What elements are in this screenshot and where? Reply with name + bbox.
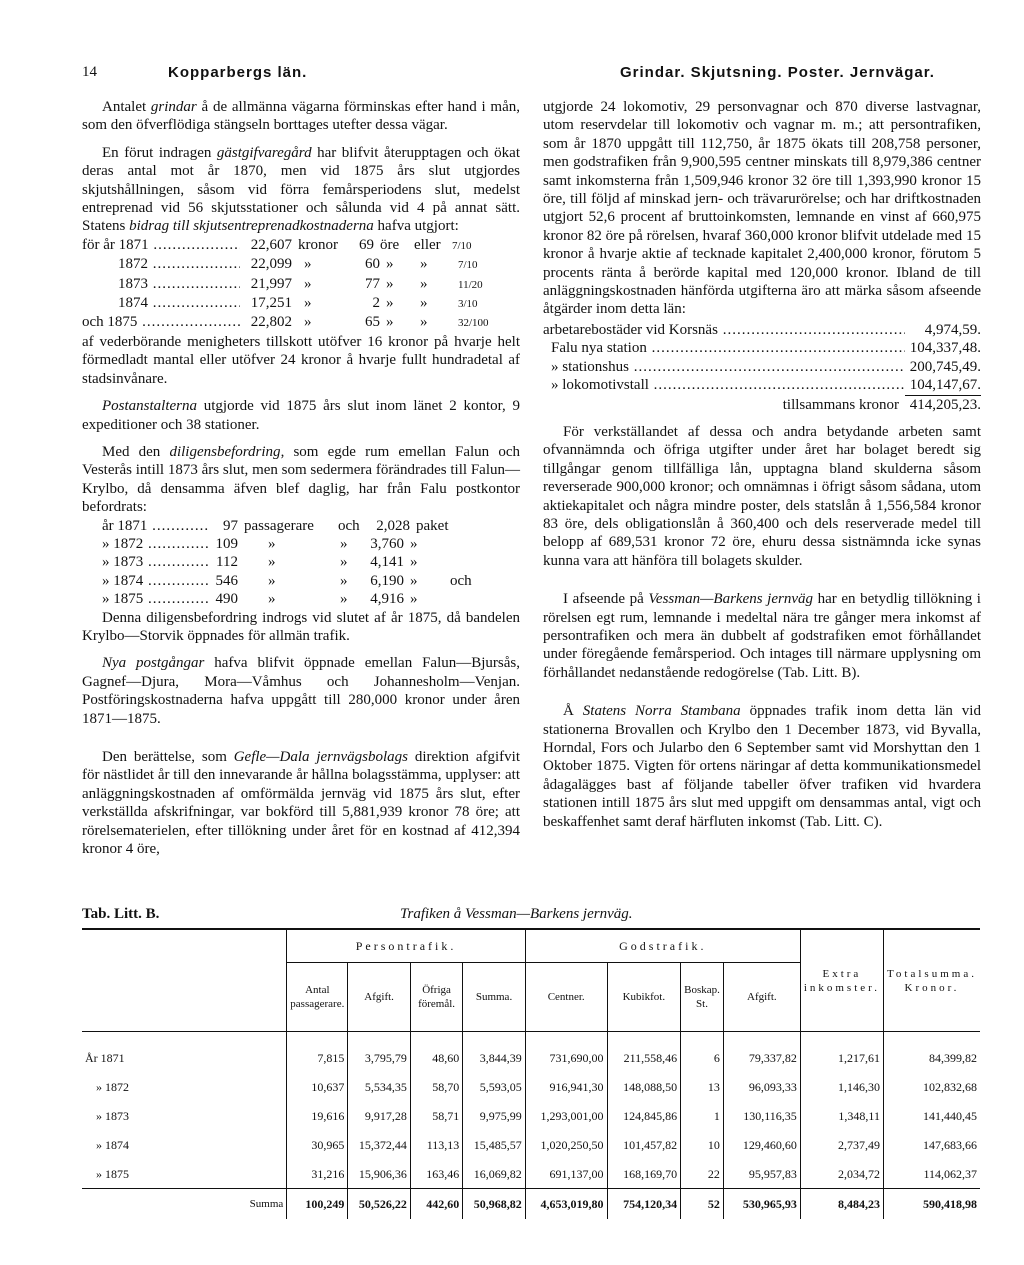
diligens-row: » 1875 ..... 490 » » 4,916 »	[82, 590, 520, 608]
diligens-row: » 1872 ..... 109 » » 3,760 »	[82, 535, 520, 553]
paragraph-diligens: Med den diligensbefordring, som egde rum emellan Falun och Vesterås intill 1873 års slut, men som sedermera förändrades till Falun—Krylbo, då densamma äfven blef daglig, har från Falu postkontor befordrats:	[82, 443, 520, 516]
total-header: Totalsumma. Kronor.	[883, 929, 980, 1032]
year-header	[82, 929, 287, 1032]
right-running-title: Grindar. Skjutsning. Poster. Jernvägar.	[620, 64, 935, 81]
sum-cell: 590,418,98	[883, 1189, 980, 1220]
table-cell: 95,957,83	[723, 1159, 800, 1189]
column-header: Antal passagerare.	[287, 963, 348, 1032]
table-row	[82, 1072, 980, 1101]
table-cell: 96,093,33	[723, 1072, 800, 1101]
paragraph-postanstalter: Postanstalterna utgjorde vid 1875 års slut inom länet 2 kontor, 9 expeditioner och 38 stationer.	[82, 398, 520, 433]
expense-row: arbetarebostäder vid Korsnäs ..... 4,974,59.	[543, 321, 981, 339]
table-cell: 19,616	[287, 1101, 348, 1130]
sum-label: Summa	[82, 1189, 287, 1220]
table-cell: 101,457,82	[607, 1130, 681, 1159]
year-cell: År 1871	[82, 1032, 287, 1073]
year-cell: » 1875	[96, 1166, 129, 1181]
diligens-row: » 1873 ..... 112 » » 4,141 »	[82, 553, 520, 571]
column-header: Afgift.	[348, 963, 411, 1032]
table-cell: 148,088,50	[607, 1072, 681, 1101]
expense-row: » stationshus ..... 200,745,49.	[543, 358, 981, 376]
paragraph-vederborande: af vederbörande menigheters tillskott utöfver 16 kronor på hvarje helt förmedladt mantal eller utöfver 24 kronor å hvarje fullt hundradetal af stadsinvånare.	[82, 333, 520, 387]
table-cell: 9,917,28	[348, 1101, 411, 1130]
sum-cell: 8,484,23	[800, 1189, 883, 1220]
expense-total-row: tillsammans kronor 414,205,23.	[782, 396, 981, 413]
table-cell: 5,534,35	[348, 1072, 411, 1101]
traffic-table	[82, 928, 980, 1219]
year-cell: » 1874	[96, 1137, 129, 1152]
bidrag-list	[82, 236, 520, 333]
table-cell: 916,941,30	[525, 1072, 607, 1101]
table-sum-row	[82, 1189, 980, 1220]
table-cell: 3,795,79	[348, 1032, 411, 1073]
table-row	[82, 1101, 980, 1130]
paragraph-norra-stambana: Å Statens Norra Stambana öppnades trafik inom detta län vid stationerna Brovallen och Krylbo den 1 December 1873, vid Byvalla, Horndal, Fors och Jularbo den 6 September samt vid Morshyttan den 1 Oktober 1875. Vigten för ortens näringar af detta kommunikationsmedel ådagalägges bast af följande tabeller öfver trafiken vid hvardera stationen intill 1875 års slut med uppgift om densammas antal, vigt och beskaffenhet samt deraf härfluten inkomst (Tab. Litt. C).	[543, 703, 981, 830]
table-cell: 16,069,82	[463, 1159, 526, 1189]
table-cell: 2,737,49	[800, 1130, 883, 1159]
table-cell: 113,13	[410, 1130, 462, 1159]
table-cell: 15,485,57	[463, 1130, 526, 1159]
table-cell: 124,845,86	[607, 1101, 681, 1130]
table-cell: 1,348,11	[800, 1101, 883, 1130]
sum-cell: 50,526,22	[348, 1189, 411, 1220]
table-cell: 102,832,68	[883, 1072, 980, 1101]
bidrag-row: för år 1871 ..... 22,607 kronor 69 öre eller 7/10	[82, 236, 520, 255]
table-cell: 1	[681, 1101, 724, 1130]
extra-header: Extra inkomster.	[800, 929, 883, 1032]
sum-cell: 50,968,82	[463, 1189, 526, 1220]
table-row	[82, 1130, 980, 1159]
table-label: Tab. Litt. B.	[82, 906, 160, 922]
expense-row: » lokomotivstall ..... 104,147,67.	[543, 376, 981, 395]
table-cell: 1,020,250,50	[525, 1130, 607, 1159]
table-title: Trafiken å Vessman—Barkens jernväg.	[400, 906, 633, 922]
table-row	[82, 1032, 980, 1073]
table-cell: 1,293,001,00	[525, 1101, 607, 1130]
sum-cell: 442,60	[410, 1189, 462, 1220]
table-cell: 168,169,70	[607, 1159, 681, 1189]
left-column	[82, 98, 520, 858]
bidrag-row: 1874 ..... 17,251 » 2 » » 3/10	[82, 294, 520, 313]
table-cell: 211,558,46	[607, 1032, 681, 1073]
table-cell: 10,637	[287, 1072, 348, 1101]
table-cell: 129,460,60	[723, 1130, 800, 1159]
table-cell: 141,440,45	[883, 1101, 980, 1130]
table-cell: 114,062,37	[883, 1159, 980, 1189]
table-cell: 30,965	[287, 1130, 348, 1159]
table-cell: 5,593,05	[463, 1072, 526, 1101]
table-cell: 1,217,61	[800, 1032, 883, 1073]
expense-list	[543, 321, 981, 414]
left-running-title: Kopparbergs län.	[168, 64, 308, 81]
table-cell: 130,116,35	[723, 1101, 800, 1130]
sum-cell: 4,653,019,80	[525, 1189, 607, 1220]
sum-cell: 754,120,34	[607, 1189, 681, 1220]
table-cell: 15,372,44	[348, 1130, 411, 1159]
diligens-list	[82, 517, 520, 609]
column-header: Öfriga föremål.	[410, 963, 462, 1032]
table-cell: 731,690,00	[525, 1032, 607, 1073]
table-cell: 10	[681, 1130, 724, 1159]
year-cell: » 1873	[96, 1108, 129, 1123]
bidrag-row: 1873 ..... 21,997 » 77 » » 11/20	[82, 275, 520, 294]
table-cell: 13	[681, 1072, 724, 1101]
table-cell: 7,815	[287, 1032, 348, 1073]
table-cell: 6	[681, 1032, 724, 1073]
sum-cell: 530,965,93	[723, 1189, 800, 1220]
person-group-header: Persontrafik.	[287, 929, 526, 963]
column-header: Afgift.	[723, 963, 800, 1032]
right-column	[543, 98, 981, 831]
paragraph-grindar: Antalet grindar å de allmänna vägarna förminskas efter hand i mån, som den öfverflödiga stängseln borttages utefter dessa vägar.	[82, 99, 520, 134]
table-cell: 15,906,36	[348, 1159, 411, 1189]
paragraph-rorelsematerial: utgjorde 24 lokomotiv, 29 personvagnar och 870 diverse lastvagnar, utom reservdelar till lokomotiv och vagnar m. m.; att persontrafiken, som år 1870 uppgått till 112,750, år 1875 ökats till 208,758 personer, men godstrafiken från 9,900,595 centner minskats till 8,979,386 centner samt inkomsterna från 1,509,946 kronor 32 öre till 1,393,990 kronor 15 öre, till följd af minskad jern- och trävarurörelse; och har driftkostnaden utgjort 52,6 procent af bruttoinkomsten, lemnande en vinst af 660,975 kronor 82 öre på rörelsen, hvaraf 360,000 kronor blifvit utdelade med 15 kronor å hvarje aktie af tecknade kapitalet 2,400,000 kronor, förutom 5 procents ränta å berörde kapital med 120,000 kronor. Ibland de till anläggningskostnaden hänförda utgifterna äro att märka såsom afseende åtgärder inom detta län:	[543, 99, 981, 318]
diligens-row: » 1874 ..... 546 » » 6,190 » och	[82, 572, 520, 590]
sum-cell: 100,249	[287, 1189, 348, 1220]
paragraph-vessman: I afseende på Vessman—Barkens jernväg har en betydlig tillökning i rörelsen egt rum, lemnande i medeltal nära tre gånger mera inkomst af persontrafiken och mera än dubbelt af godstrafiken emot förhållandet under föregående femårsperiod. Och intages till närmare upplysning om förhållandet nedanstående redogörelse (Tab. Litt. B).	[543, 591, 981, 681]
table-cell: 9,975,99	[463, 1101, 526, 1130]
paragraph-postgangar: Nya postgångar hafva blifvit öppnade emellan Falun—Bjursås, Gagnef—Djura, Mora—Våmhus och Johannesholm—Venjan. Postföringskostnaderna hafva uppgått till 280,000 kronor under åren 1871—1875.	[82, 655, 520, 727]
expense-row: Falu nya station ..... 104,337,48.	[543, 339, 981, 357]
column-header: Boskap. St.	[681, 963, 724, 1032]
paragraph-gefle-dala: Den berättelse, som Gefle—Dala jernvägsbolags direktion afgifvit för nästlidet år till den innevarande år hållna bolagsstämma, upplyser: att anläggningskostnaden af omförmälda jernväg vid 1875 års slut, efter verkställda afskrifningar, var bokförd till 5,881,939 kronor 78 öre; att rörelsematerielen, efter tillökning under året för en kostnad af 412,394 kronor 4 öre,	[82, 749, 520, 858]
year-cell: » 1872	[96, 1079, 129, 1094]
page-number: 14	[82, 64, 97, 80]
table-cell: 48,60	[410, 1032, 462, 1073]
column-header: Kubikfot.	[607, 963, 681, 1032]
table-cell: 79,337,82	[723, 1032, 800, 1073]
sum-cell: 52	[681, 1189, 724, 1220]
table-cell: 147,683,66	[883, 1130, 980, 1159]
paragraph-tillgangar: För verkställandet af dessa och andra betydande arbeten samt ofvannämnda och öfriga utgifter under året har bolaget beredt sig tillgångar genom tillfälliga lån, upptagna bland skulderna såsom reverserade 900,000 kronor; och omnämnas i öfrigt såsom sådana, utom aktiekapitalet och några mindre poster, dels statslån å 1,556,584 kronor 83 öre, dels obligationslån å 360,400 och dels reserverade medel till belopp af 689,531 kronor 72 öre, ehuru dessa sistnämnda icke synas kunna vara att hänföra till bolagets skulder.	[543, 423, 981, 569]
table-cell: 84,399,82	[883, 1032, 980, 1073]
table-cell: 22	[681, 1159, 724, 1189]
table-cell: 163,46	[410, 1159, 462, 1189]
bidrag-row: och 1875 ..... 22,802 » 65 » » 32/100	[82, 313, 520, 332]
table-cell: 58,70	[410, 1072, 462, 1101]
table-cell: 1,146,30	[800, 1072, 883, 1101]
gods-group-header: Godstrafik.	[525, 929, 800, 963]
table-row	[82, 1159, 980, 1189]
table-cell: 3,844,39	[463, 1032, 526, 1073]
paragraph-indrogs: Denna diligensbefordring indrogs vid slutet af år 1875, då bandelen Krylbo—Storvik öppnades för allmän trafik.	[82, 609, 520, 644]
paragraph-skjuts: En förut indragen gästgifvaregård har blifvit återupptagen och ökat deras antal mot år 1870, men vid 1875 års slut utgjordes skjutshållningen, såsom vid förra femårsperiodens slut, medelst entreprenad vid 56 skjutsstationer och sålunda vid 4 på annat sätt. Statens bidrag till skjutsentreprenadkostnaderna hafva utgjort:	[82, 144, 520, 235]
table-cell: 31,216	[287, 1159, 348, 1189]
bidrag-row: 1872 ..... 22,099 » 60 » » 7/10	[82, 255, 520, 274]
table-cell: 58,71	[410, 1101, 462, 1130]
table-cell: 691,137,00	[525, 1159, 607, 1189]
column-header: Centner.	[525, 963, 607, 1032]
column-header: Summa.	[463, 963, 526, 1032]
diligens-row: år 1871 ..... 97 passagerare och 2,028 paket	[82, 517, 520, 535]
table-cell: 2,034,72	[800, 1159, 883, 1189]
